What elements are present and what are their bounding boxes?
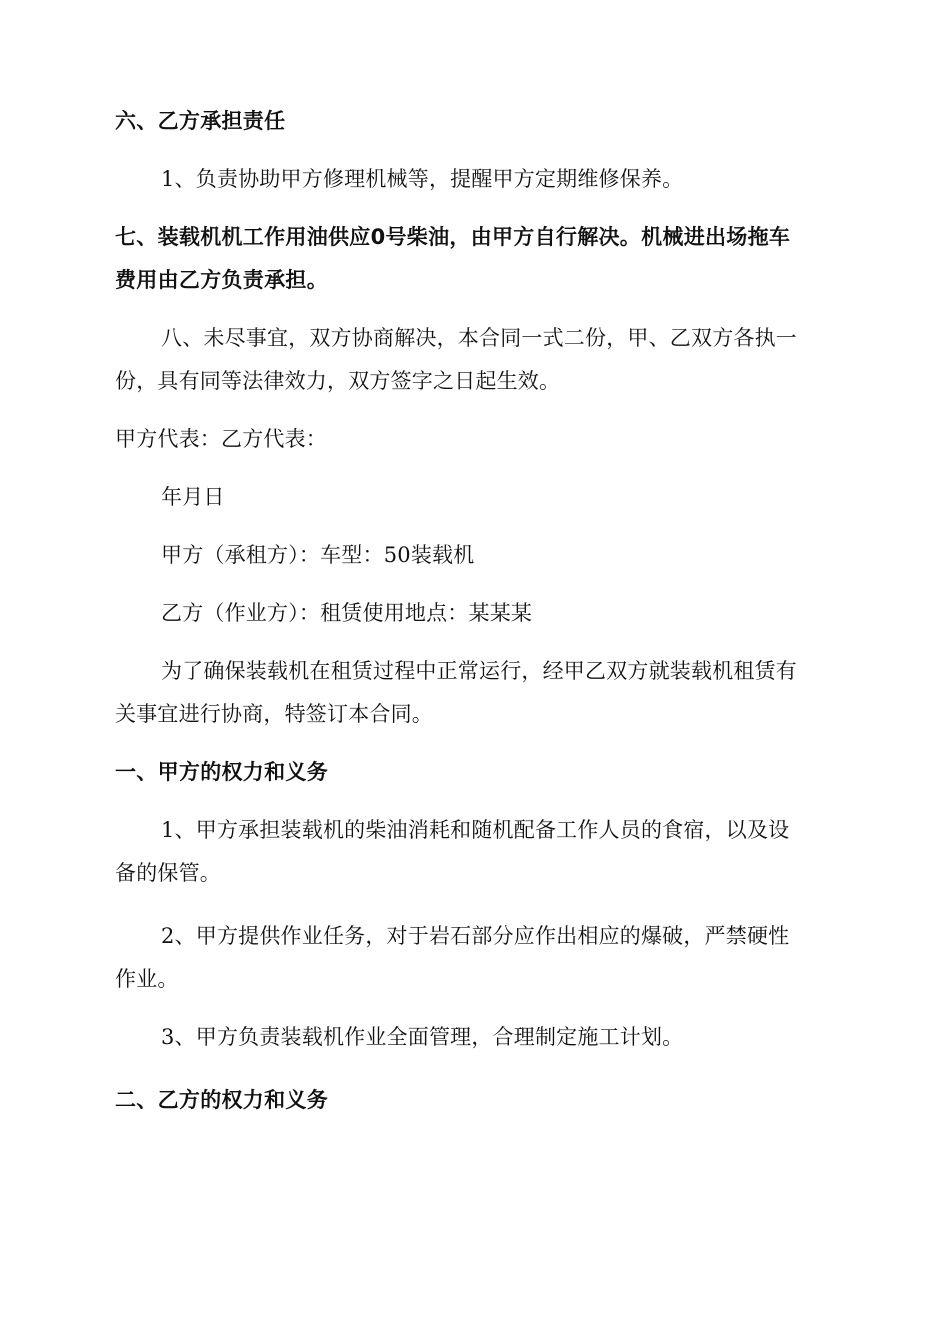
party-a-info: 甲方（承租方）：车型：50装载机 <box>161 543 475 567</box>
signature-date: 年月日 <box>161 485 225 509</box>
clause-eight: 八、未尽事宜，双方协商解决，本合同一式二份，甲、乙双方各执一 <box>161 326 797 350</box>
section-heading-six: 六、乙方承担责任 <box>115 109 286 133</box>
signature-representatives: 甲方代表：乙方代表： <box>115 427 327 451</box>
party-b-info: 乙方（作业方）：租赁使用地点：某某某 <box>161 601 533 625</box>
section-heading-seven: 七、装载机机工作用油供应0号柴油，由甲方自行解决。机械进出场拖车 <box>115 225 791 249</box>
section-heading-seven-continued: 费用由乙方负责承担。 <box>115 268 328 292</box>
clause-one-1-continued: 备的保管。 <box>115 861 221 885</box>
section-heading-one: 一、甲方的权力和义务 <box>115 760 328 784</box>
clause-one-1: 1、甲方承担装载机的柴油消耗和随机配备工作人员的食宿，以及设 <box>161 818 790 842</box>
clause-one-2: 2、甲方提供作业任务，对于岩石部分应作出相应的爆破，严禁硬性 <box>161 924 790 948</box>
clause-one-2-continued: 作业。 <box>115 967 179 991</box>
contract-intro: 为了确保装载机在租赁过程中正常运行，经甲乙双方就装载机租赁有 <box>161 659 797 683</box>
clause-eight-continued: 份，具有同等法律效力，双方签字之日起生效。 <box>115 369 561 393</box>
contract-intro-continued: 关事宜进行协商，特签订本合同。 <box>115 702 433 726</box>
section-heading-two: 二、乙方的权力和义务 <box>115 1088 328 1112</box>
clause-six-1: 1、负责协助甲方修理机械等，提醒甲方定期维修保养。 <box>161 167 684 191</box>
clause-one-3: 3、甲方负责装载机作业全面管理，合理制定施工计划。 <box>161 1025 684 1049</box>
